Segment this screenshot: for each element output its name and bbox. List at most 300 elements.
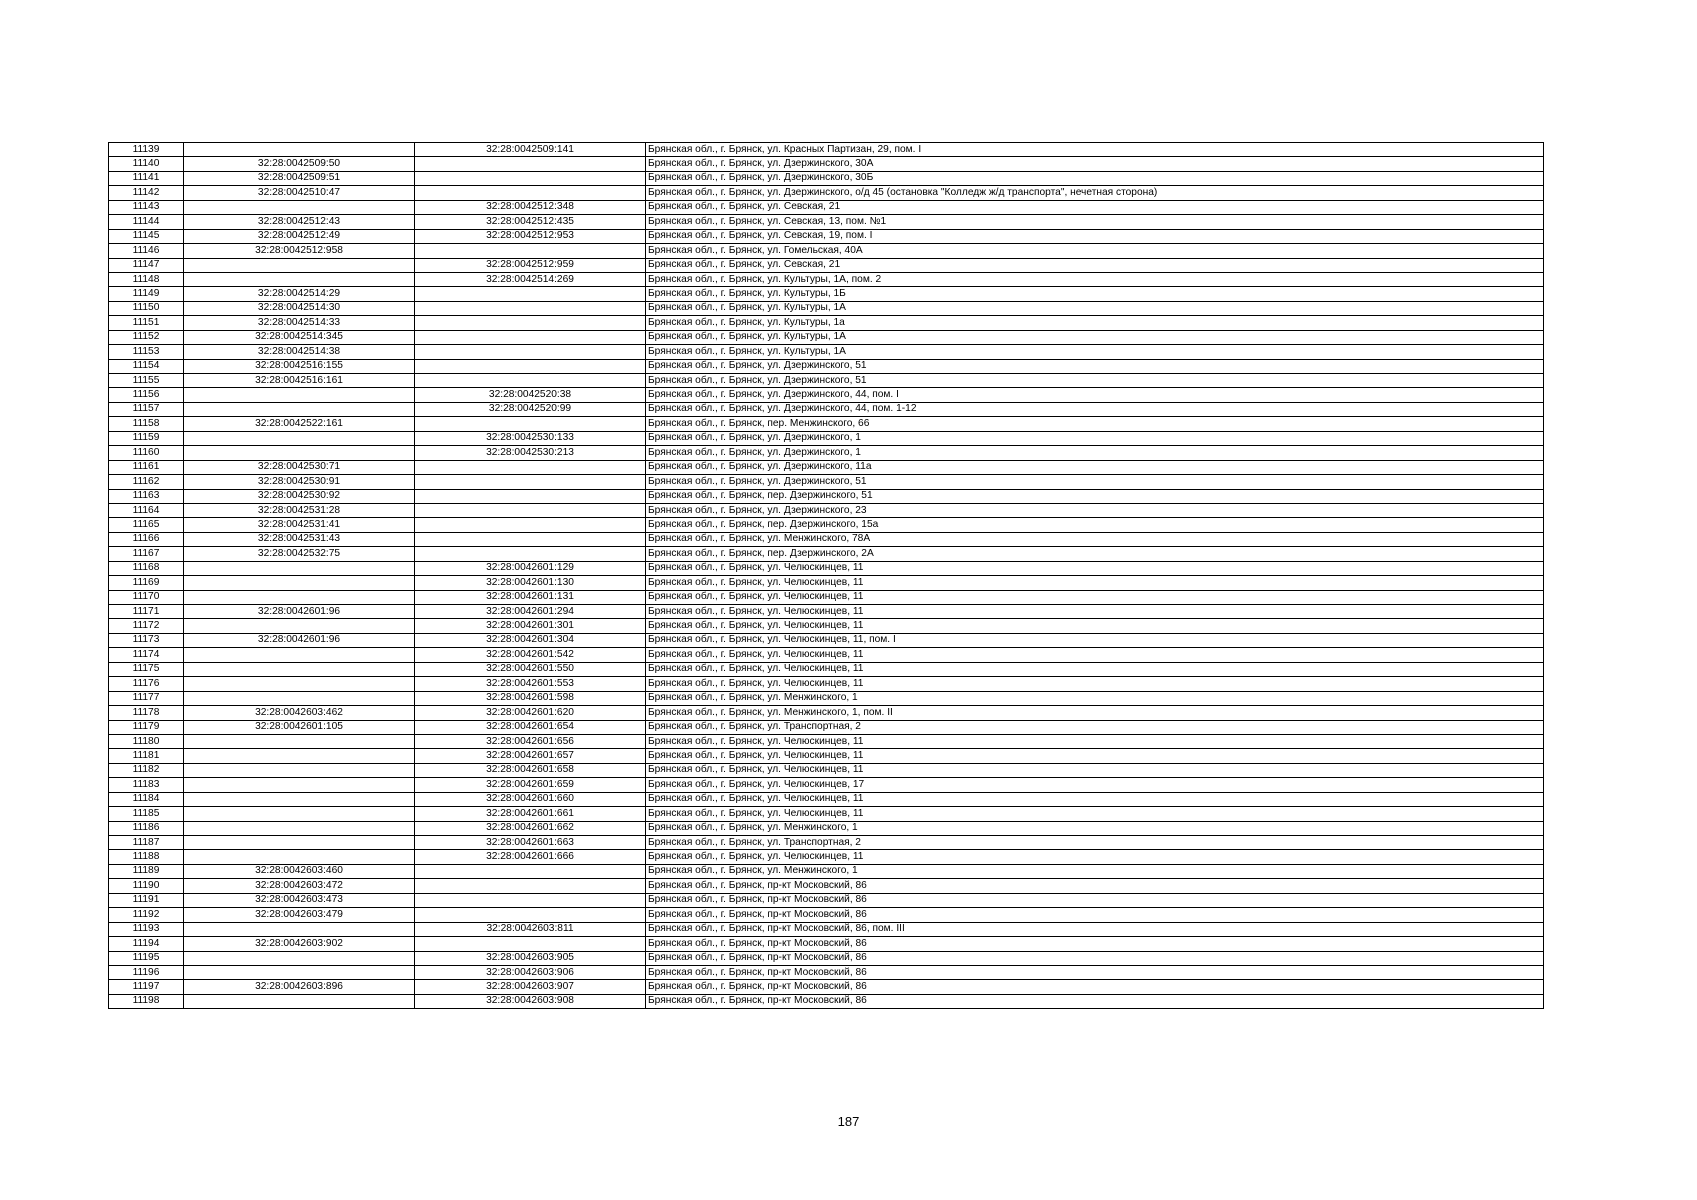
table-row [109, 619, 1544, 633]
row-number-cell: 11197 [109, 980, 184, 994]
premises-cadastral-number-cell: 32:28:0042601:657 [415, 749, 646, 763]
cadastral-number-cell: 32:28:0042510:47 [184, 186, 415, 200]
table-row [109, 316, 1544, 330]
premises-cadastral-number-cell [415, 345, 646, 359]
premises-cadastral-number-cell [415, 460, 646, 474]
address-cell: Брянская обл., г. Брянск, ул. Челюскинцев, 11 [646, 677, 1544, 691]
cadastral-number-cell [184, 691, 415, 705]
premises-cadastral-number-cell [415, 316, 646, 330]
address-cell: Брянская обл., г. Брянск, пер. Менжинского, 66 [646, 417, 1544, 431]
row-number-cell: 11180 [109, 734, 184, 748]
address-cell: Брянская обл., г. Брянск, ул. Дзержинского, 1 [646, 431, 1544, 445]
table-row [109, 518, 1544, 532]
row-number-cell: 11157 [109, 402, 184, 416]
row-number-cell: 11154 [109, 359, 184, 373]
row-number-cell: 11174 [109, 648, 184, 662]
cadastral-number-cell [184, 994, 415, 1008]
address-cell: Брянская обл., г. Брянск, ул. Севская, 21 [646, 200, 1544, 214]
table-row [109, 186, 1544, 200]
premises-cadastral-number-cell: 32:28:0042603:907 [415, 980, 646, 994]
cadastral-number-cell [184, 965, 415, 979]
address-cell: Брянская обл., г. Брянск, пр-кт Московский, 86 [646, 965, 1544, 979]
address-cell: Брянская обл., г. Брянск, ул. Челюскинцев, 11 [646, 749, 1544, 763]
table-row [109, 937, 1544, 951]
address-cell: Брянская обл., г. Брянск, ул. Красных Партизан, 29, пом. I [646, 143, 1544, 157]
table-row [109, 864, 1544, 878]
cadastral-number-cell [184, 619, 415, 633]
row-number-cell: 11191 [109, 893, 184, 907]
row-number-cell: 11147 [109, 258, 184, 272]
row-number-cell: 11173 [109, 633, 184, 647]
row-number-cell: 11152 [109, 330, 184, 344]
cadastral-number-cell: 32:28:0042531:43 [184, 532, 415, 546]
premises-cadastral-number-cell: 32:28:0042601:542 [415, 648, 646, 662]
table-row [109, 633, 1544, 647]
table-row [109, 388, 1544, 402]
table-row [109, 561, 1544, 575]
premises-cadastral-number-cell [415, 518, 646, 532]
address-cell: Брянская обл., г. Брянск, ул. Челюскинцев, 11 [646, 619, 1544, 633]
address-cell: Брянская обл., г. Брянск, ул. Дзержинского, 11а [646, 460, 1544, 474]
address-cell: Брянская обл., г. Брянск, ул. Дзержинского, 44, пом. I [646, 388, 1544, 402]
row-number-cell: 11181 [109, 749, 184, 763]
cadastral-number-cell: 32:28:0042603:462 [184, 706, 415, 720]
premises-cadastral-number-cell [415, 489, 646, 503]
table-row [109, 460, 1544, 474]
table-row [109, 662, 1544, 676]
row-number-cell: 11187 [109, 836, 184, 850]
premises-cadastral-number-cell [415, 186, 646, 200]
table-row [109, 402, 1544, 416]
address-cell: Брянская обл., г. Брянск, ул. Челюскинцев, 17 [646, 778, 1544, 792]
table-row [109, 215, 1544, 229]
table-row [109, 821, 1544, 835]
registry-table-body [109, 143, 1544, 1009]
table-row [109, 229, 1544, 243]
row-number-cell: 11167 [109, 547, 184, 561]
premises-cadastral-number-cell: 32:28:0042512:953 [415, 229, 646, 243]
row-number-cell: 11161 [109, 460, 184, 474]
table-row [109, 287, 1544, 301]
address-cell: Брянская обл., г. Брянск, ул. Культуры, 1А [646, 301, 1544, 315]
table-row [109, 734, 1544, 748]
cadastral-number-cell: 32:28:0042514:33 [184, 316, 415, 330]
registry-table [108, 142, 1544, 1009]
table-row [109, 879, 1544, 893]
row-number-cell: 11179 [109, 720, 184, 734]
premises-cadastral-number-cell: 32:28:0042601:301 [415, 619, 646, 633]
premises-cadastral-number-cell [415, 157, 646, 171]
premises-cadastral-number-cell [415, 937, 646, 951]
premises-cadastral-number-cell: 32:28:0042530:133 [415, 431, 646, 445]
premises-cadastral-number-cell: 32:28:0042601:620 [415, 706, 646, 720]
row-number-cell: 11184 [109, 792, 184, 806]
premises-cadastral-number-cell: 32:28:0042520:38 [415, 388, 646, 402]
table-row [109, 431, 1544, 445]
address-cell: Брянская обл., г. Брянск, ул. Дзержинского, 30А [646, 157, 1544, 171]
address-cell: Брянская обл., г. Брянск, пр-кт Московский, 86 [646, 879, 1544, 893]
cadastral-number-cell [184, 402, 415, 416]
cadastral-number-cell: 32:28:0042531:41 [184, 518, 415, 532]
cadastral-number-cell [184, 778, 415, 792]
cadastral-number-cell: 32:28:0042601:96 [184, 633, 415, 647]
premises-cadastral-number-cell [415, 475, 646, 489]
premises-cadastral-number-cell: 32:28:0042601:131 [415, 590, 646, 604]
row-number-cell: 11139 [109, 143, 184, 157]
cadastral-number-cell [184, 821, 415, 835]
table-row [109, 778, 1544, 792]
table-row [109, 792, 1544, 806]
table-row [109, 157, 1544, 171]
premises-cadastral-number-cell: 32:28:0042601:130 [415, 576, 646, 590]
row-number-cell: 11158 [109, 417, 184, 431]
row-number-cell: 11172 [109, 619, 184, 633]
premises-cadastral-number-cell: 32:28:0042601:661 [415, 807, 646, 821]
row-number-cell: 11178 [109, 706, 184, 720]
row-number-cell: 11193 [109, 922, 184, 936]
table-row [109, 951, 1544, 965]
cadastral-number-cell [184, 749, 415, 763]
premises-cadastral-number-cell: 32:28:0042601:659 [415, 778, 646, 792]
premises-cadastral-number-cell [415, 908, 646, 922]
table-row [109, 200, 1544, 214]
table-row [109, 475, 1544, 489]
table-row [109, 258, 1544, 272]
address-cell: Брянская обл., г. Брянск, ул. Севская, 21 [646, 258, 1544, 272]
row-number-cell: 11196 [109, 965, 184, 979]
address-cell: Брянская обл., г. Брянск, ул. Менжинского, 1, пом. II [646, 706, 1544, 720]
row-number-cell: 11183 [109, 778, 184, 792]
address-cell: Брянская обл., г. Брянск, ул. Менжинского, 1 [646, 691, 1544, 705]
table-row [109, 171, 1544, 185]
cadastral-number-cell [184, 677, 415, 691]
row-number-cell: 11160 [109, 446, 184, 460]
premises-cadastral-number-cell: 32:28:0042530:213 [415, 446, 646, 460]
row-number-cell: 11153 [109, 345, 184, 359]
row-number-cell: 11185 [109, 807, 184, 821]
address-cell: Брянская обл., г. Брянск, пер. Дзержинского, 15а [646, 518, 1544, 532]
row-number-cell: 11149 [109, 287, 184, 301]
premises-cadastral-number-cell [415, 893, 646, 907]
row-number-cell: 11146 [109, 244, 184, 258]
cadastral-number-cell [184, 446, 415, 460]
cadastral-number-cell [184, 850, 415, 864]
address-cell: Брянская обл., г. Брянск, ул. Челюскинцев, 11, пом. I [646, 633, 1544, 647]
table-row [109, 677, 1544, 691]
row-number-cell: 11156 [109, 388, 184, 402]
premises-cadastral-number-cell [415, 879, 646, 893]
cadastral-number-cell: 32:28:0042512:958 [184, 244, 415, 258]
cadastral-number-cell [184, 836, 415, 850]
row-number-cell: 11166 [109, 532, 184, 546]
premises-cadastral-number-cell: 32:28:0042601:666 [415, 850, 646, 864]
address-cell: Брянская обл., г. Брянск, ул. Дзержинского, 51 [646, 475, 1544, 489]
table-row [109, 749, 1544, 763]
row-number-cell: 11171 [109, 605, 184, 619]
row-number-cell: 11143 [109, 200, 184, 214]
table-row [109, 330, 1544, 344]
cadastral-number-cell: 32:28:0042530:91 [184, 475, 415, 489]
cadastral-number-cell: 32:28:0042509:51 [184, 171, 415, 185]
cadastral-number-cell: 32:28:0042603:460 [184, 864, 415, 878]
table-row [109, 763, 1544, 777]
row-number-cell: 11151 [109, 316, 184, 330]
address-cell: Брянская обл., г. Брянск, ул. Культуры, 1Б [646, 287, 1544, 301]
address-cell: Брянская обл., г. Брянск, ул. Дзержинского, 51 [646, 359, 1544, 373]
table-row [109, 374, 1544, 388]
address-cell: Брянская обл., г. Брянск, ул. Челюскинцев, 11 [646, 807, 1544, 821]
cadastral-number-cell: 32:28:0042531:28 [184, 503, 415, 517]
table-row [109, 532, 1544, 546]
address-cell: Брянская обл., г. Брянск, ул. Челюскинцев, 11 [646, 734, 1544, 748]
table-row [109, 836, 1544, 850]
premises-cadastral-number-cell [415, 547, 646, 561]
row-number-cell: 11150 [109, 301, 184, 315]
address-cell: Брянская обл., г. Брянск, ул. Культуры, 1А, пом. 2 [646, 272, 1544, 286]
premises-cadastral-number-cell: 32:28:0042601:294 [415, 605, 646, 619]
row-number-cell: 11176 [109, 677, 184, 691]
premises-cadastral-number-cell [415, 374, 646, 388]
row-number-cell: 11148 [109, 272, 184, 286]
address-cell: Брянская обл., г. Брянск, пер. Дзержинского, 2А [646, 547, 1544, 561]
address-cell: Брянская обл., г. Брянск, ул. Транспортная, 2 [646, 836, 1544, 850]
address-cell: Брянская обл., г. Брянск, ул. Менжинского, 78А [646, 532, 1544, 546]
row-number-cell: 11186 [109, 821, 184, 835]
cadastral-number-cell: 32:28:0042514:29 [184, 287, 415, 301]
premises-cadastral-number-cell [415, 244, 646, 258]
cadastral-number-cell [184, 648, 415, 662]
table-row [109, 576, 1544, 590]
premises-cadastral-number-cell: 32:28:0042601:658 [415, 763, 646, 777]
premises-cadastral-number-cell: 32:28:0042601:663 [415, 836, 646, 850]
cadastral-number-cell [184, 951, 415, 965]
cadastral-number-cell: 32:28:0042516:161 [184, 374, 415, 388]
premises-cadastral-number-cell [415, 301, 646, 315]
table-row [109, 605, 1544, 619]
row-number-cell: 11168 [109, 561, 184, 575]
cadastral-number-cell: 32:28:0042514:345 [184, 330, 415, 344]
table-row [109, 272, 1544, 286]
address-cell: Брянская обл., г. Брянск, ул. Транспортная, 2 [646, 720, 1544, 734]
address-cell: Брянская обл., г. Брянск, ул. Челюскинцев, 11 [646, 648, 1544, 662]
address-cell: Брянская обл., г. Брянск, ул. Культуры, 1а [646, 316, 1544, 330]
address-cell: Брянская обл., г. Брянск, пр-кт Московский, 86 [646, 980, 1544, 994]
cadastral-number-cell: 32:28:0042601:105 [184, 720, 415, 734]
address-cell: Брянская обл., г. Брянск, ул. Гомельская, 40А [646, 244, 1544, 258]
address-cell: Брянская обл., г. Брянск, ул. Дзержинского, 51 [646, 374, 1544, 388]
premises-cadastral-number-cell: 32:28:0042601:304 [415, 633, 646, 647]
premises-cadastral-number-cell: 32:28:0042601:662 [415, 821, 646, 835]
cadastral-number-cell [184, 792, 415, 806]
cadastral-number-cell: 32:28:0042522:161 [184, 417, 415, 431]
cadastral-number-cell: 32:28:0042530:92 [184, 489, 415, 503]
address-cell: Брянская обл., г. Брянск, пр-кт Московский, 86 [646, 937, 1544, 951]
table-row [109, 417, 1544, 431]
premises-cadastral-number-cell: 32:28:0042509:141 [415, 143, 646, 157]
cadastral-number-cell: 32:28:0042512:49 [184, 229, 415, 243]
cadastral-number-cell [184, 258, 415, 272]
premises-cadastral-number-cell [415, 532, 646, 546]
premises-cadastral-number-cell [415, 503, 646, 517]
row-number-cell: 11189 [109, 864, 184, 878]
row-number-cell: 11190 [109, 879, 184, 893]
row-number-cell: 11159 [109, 431, 184, 445]
address-cell: Брянская обл., г. Брянск, пр-кт Московский, 86 [646, 994, 1544, 1008]
address-cell: Брянская обл., г. Брянск, пр-кт Московский, 86, пом. III [646, 922, 1544, 936]
table-row [109, 244, 1544, 258]
premises-cadastral-number-cell: 32:28:0042601:129 [415, 561, 646, 575]
premises-cadastral-number-cell: 32:28:0042601:656 [415, 734, 646, 748]
cadastral-number-cell: 32:28:0042514:30 [184, 301, 415, 315]
premises-cadastral-number-cell: 32:28:0042514:269 [415, 272, 646, 286]
cadastral-number-cell: 32:28:0042603:479 [184, 908, 415, 922]
premises-cadastral-number-cell: 32:28:0042601:553 [415, 677, 646, 691]
premises-cadastral-number-cell: 32:28:0042603:905 [415, 951, 646, 965]
address-cell: Брянская обл., г. Брянск, пр-кт Московский, 86 [646, 893, 1544, 907]
premises-cadastral-number-cell: 32:28:0042512:959 [415, 258, 646, 272]
table-row [109, 893, 1544, 907]
table-row [109, 994, 1544, 1008]
cadastral-number-cell: 32:28:0042530:71 [184, 460, 415, 474]
address-cell: Брянская обл., г. Брянск, ул. Челюскинцев, 11 [646, 590, 1544, 604]
cadastral-number-cell [184, 734, 415, 748]
cadastral-number-cell [184, 662, 415, 676]
address-cell: Брянская обл., г. Брянск, ул. Челюскинцев, 11 [646, 763, 1544, 777]
table-row [109, 807, 1544, 821]
premises-cadastral-number-cell [415, 417, 646, 431]
address-cell: Брянская обл., г. Брянск, ул. Челюскинцев, 11 [646, 576, 1544, 590]
table-row [109, 850, 1544, 864]
premises-cadastral-number-cell: 32:28:0042512:348 [415, 200, 646, 214]
row-number-cell: 11140 [109, 157, 184, 171]
address-cell: Брянская обл., г. Брянск, ул. Челюскинцев, 11 [646, 605, 1544, 619]
cadastral-number-cell [184, 143, 415, 157]
premises-cadastral-number-cell: 32:28:0042601:550 [415, 662, 646, 676]
address-cell: Брянская обл., г. Брянск, пер. Дзержинского, 51 [646, 489, 1544, 503]
table-row [109, 503, 1544, 517]
row-number-cell: 11144 [109, 215, 184, 229]
cadastral-number-cell: 32:28:0042601:96 [184, 605, 415, 619]
row-number-cell: 11194 [109, 937, 184, 951]
cadastral-number-cell: 32:28:0042603:902 [184, 937, 415, 951]
row-number-cell: 11142 [109, 186, 184, 200]
table-row [109, 143, 1544, 157]
cadastral-number-cell [184, 763, 415, 777]
address-cell: Брянская обл., г. Брянск, пр-кт Московский, 86 [646, 908, 1544, 922]
table-row [109, 965, 1544, 979]
row-number-cell: 11164 [109, 503, 184, 517]
premises-cadastral-number-cell [415, 864, 646, 878]
cadastral-number-cell [184, 590, 415, 604]
cadastral-number-cell: 32:28:0042532:75 [184, 547, 415, 561]
table-row [109, 922, 1544, 936]
row-number-cell: 11192 [109, 908, 184, 922]
address-cell: Брянская обл., г. Брянск, ул. Дзержинского, о/д 45 (остановка "Колледж ж/д транспорта", нечетная сторона) [646, 186, 1544, 200]
row-number-cell: 11177 [109, 691, 184, 705]
cadastral-number-cell [184, 431, 415, 445]
premises-cadastral-number-cell [415, 330, 646, 344]
table-row [109, 590, 1544, 604]
premises-cadastral-number-cell: 32:28:0042520:99 [415, 402, 646, 416]
row-number-cell: 11163 [109, 489, 184, 503]
table-row [109, 720, 1544, 734]
address-cell: Брянская обл., г. Брянск, ул. Севская, 19, пом. I [646, 229, 1544, 243]
address-cell: Брянская обл., г. Брянск, ул. Челюскинцев, 11 [646, 850, 1544, 864]
row-number-cell: 11182 [109, 763, 184, 777]
premises-cadastral-number-cell [415, 359, 646, 373]
cadastral-number-cell [184, 272, 415, 286]
row-number-cell: 11162 [109, 475, 184, 489]
premises-cadastral-number-cell: 32:28:0042601:654 [415, 720, 646, 734]
row-number-cell: 11141 [109, 171, 184, 185]
table-row [109, 547, 1544, 561]
row-number-cell: 11175 [109, 662, 184, 676]
table-row [109, 908, 1544, 922]
address-cell: Брянская обл., г. Брянск, ул. Челюскинцев, 11 [646, 792, 1544, 806]
premises-cadastral-number-cell: 32:28:0042512:435 [415, 215, 646, 229]
cadastral-number-cell: 32:28:0042509:50 [184, 157, 415, 171]
address-cell: Брянская обл., г. Брянск, ул. Менжинского, 1 [646, 821, 1544, 835]
table-row [109, 301, 1544, 315]
cadastral-number-cell: 32:28:0042516:155 [184, 359, 415, 373]
cadastral-number-cell [184, 807, 415, 821]
row-number-cell: 11188 [109, 850, 184, 864]
cadastral-number-cell [184, 561, 415, 575]
address-cell: Брянская обл., г. Брянск, ул. Дзержинского, 23 [646, 503, 1544, 517]
row-number-cell: 11165 [109, 518, 184, 532]
premises-cadastral-number-cell: 32:28:0042601:660 [415, 792, 646, 806]
table-row [109, 648, 1544, 662]
cadastral-number-cell [184, 388, 415, 402]
address-cell: Брянская обл., г. Брянск, ул. Дзержинского, 1 [646, 446, 1544, 460]
table-row [109, 691, 1544, 705]
premises-cadastral-number-cell: 32:28:0042603:906 [415, 965, 646, 979]
premises-cadastral-number-cell: 32:28:0042603:908 [415, 994, 646, 1008]
row-number-cell: 11145 [109, 229, 184, 243]
address-cell: Брянская обл., г. Брянск, ул. Челюскинцев, 11 [646, 561, 1544, 575]
premises-cadastral-number-cell [415, 171, 646, 185]
table-row [109, 706, 1544, 720]
address-cell: Брянская обл., г. Брянск, ул. Севская, 13, пом. №1 [646, 215, 1544, 229]
cadastral-number-cell: 32:28:0042514:38 [184, 345, 415, 359]
table-row [109, 489, 1544, 503]
cadastral-number-cell: 32:28:0042603:473 [184, 893, 415, 907]
premises-cadastral-number-cell: 32:28:0042601:598 [415, 691, 646, 705]
row-number-cell: 11155 [109, 374, 184, 388]
row-number-cell: 11195 [109, 951, 184, 965]
cadastral-number-cell: 32:28:0042512:43 [184, 215, 415, 229]
premises-cadastral-number-cell: 32:28:0042603:811 [415, 922, 646, 936]
address-cell: Брянская обл., г. Брянск, ул. Дзержинского, 44, пом. 1-12 [646, 402, 1544, 416]
address-cell: Брянская обл., г. Брянск, ул. Дзержинского, 30Б [646, 171, 1544, 185]
cadastral-number-cell [184, 200, 415, 214]
cadastral-number-cell [184, 576, 415, 590]
address-cell: Брянская обл., г. Брянск, ул. Челюскинцев, 11 [646, 662, 1544, 676]
row-number-cell: 11198 [109, 994, 184, 1008]
table-row [109, 359, 1544, 373]
address-cell: Брянская обл., г. Брянск, ул. Культуры, 1А [646, 345, 1544, 359]
table-row [109, 446, 1544, 460]
row-number-cell: 11170 [109, 590, 184, 604]
table-row [109, 980, 1544, 994]
address-cell: Брянская обл., г. Брянск, ул. Культуры, 1А [646, 330, 1544, 344]
address-cell: Брянская обл., г. Брянск, ул. Менжинского, 1 [646, 864, 1544, 878]
cadastral-number-cell: 32:28:0042603:896 [184, 980, 415, 994]
cadastral-number-cell [184, 922, 415, 936]
address-cell: Брянская обл., г. Брянск, пр-кт Московский, 86 [646, 951, 1544, 965]
page-number: 187 [837, 1114, 860, 1129]
premises-cadastral-number-cell [415, 287, 646, 301]
